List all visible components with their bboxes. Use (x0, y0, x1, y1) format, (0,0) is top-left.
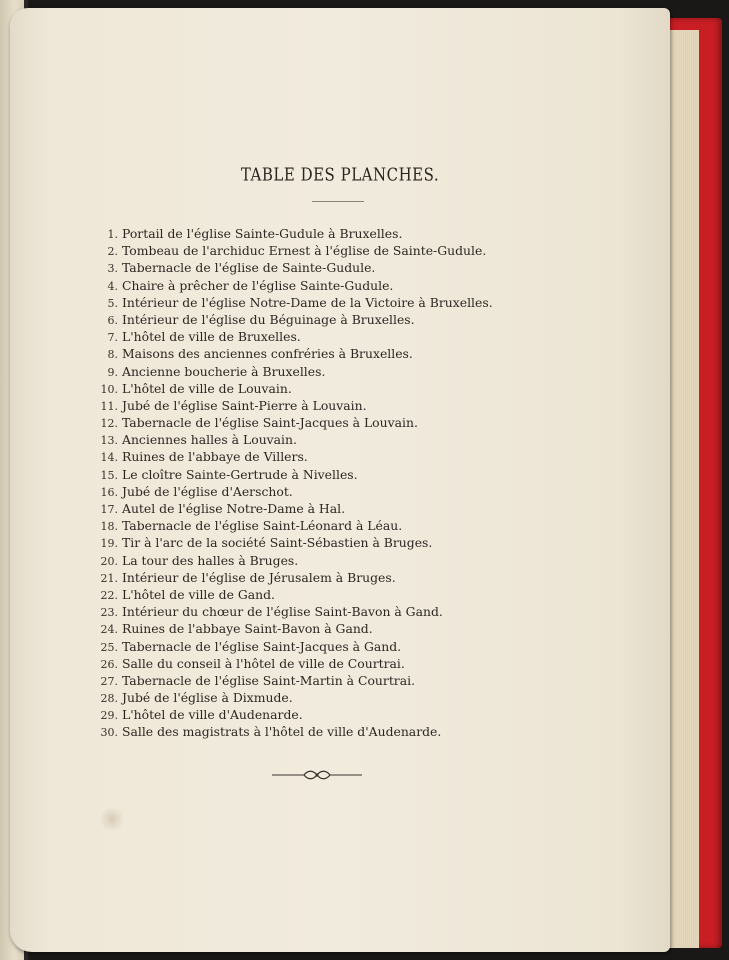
plate-entry (84, 294, 493, 311)
plate-title: Tombeau de l'archiduc Ernest à l'église de Sainte-Gudule. (122, 243, 487, 259)
plate-entry (84, 483, 493, 500)
plate-title: Maisons des anciennes confréries à Bruxelles. (122, 346, 413, 362)
plate-entry (84, 380, 493, 397)
plate-entry (84, 552, 493, 569)
plate-title: L'hôtel de ville d'Audenarde. (122, 707, 303, 723)
plate-title: Tabernacle de l'église Saint-Martin à Courtrai. (122, 672, 416, 688)
plate-entry (84, 345, 493, 362)
plate-number: 15. (100, 468, 118, 482)
plate-number: 22. (100, 588, 118, 602)
plate-number: 27. (100, 674, 118, 688)
plate-entry (84, 672, 493, 689)
plate-title: Tabernacle de l'église de Sainte-Gudule. (122, 260, 376, 276)
plate-entry (84, 723, 493, 740)
plate-entry (84, 397, 493, 414)
plate-title: La tour des halles à Bruges. (122, 552, 299, 568)
plate-number: 14. (100, 451, 118, 465)
plate-list (84, 225, 493, 741)
plate-number: 26. (100, 657, 118, 671)
plate-number: 10. (100, 382, 118, 396)
plate-number: 24. (100, 623, 118, 637)
plate-number: 30. (100, 726, 118, 740)
plate-title: Ruines de l'abbaye Saint-Bavon à Gand. (122, 621, 373, 637)
plate-entry (84, 586, 493, 603)
plate-entry (84, 311, 493, 328)
plate-entry (84, 277, 493, 294)
plate-entry (84, 517, 493, 534)
plate-entry (84, 706, 493, 723)
plate-title: Jubé de l'église Saint-Pierre à Louvain. (122, 397, 367, 413)
plate-number: 5. (107, 296, 118, 310)
plate-number: 13. (100, 434, 118, 448)
plate-title: Salle du conseil à l'hôtel de ville de Courtrai. (122, 655, 405, 671)
plate-number: 23. (100, 606, 118, 620)
plate-entry (84, 242, 493, 259)
plate-entry (84, 689, 493, 706)
plate-title: Ancienne boucherie à Bruxelles. (122, 363, 326, 379)
plate-title: Jubé de l'église à Dixmude. (122, 690, 293, 706)
plate-number: 19. (100, 537, 118, 551)
plate-number: 11. (100, 399, 118, 413)
plate-entry (84, 259, 493, 276)
plate-number: 3. (107, 262, 118, 276)
scroll-ornament-icon (272, 768, 362, 782)
plate-number: 8. (107, 348, 118, 362)
plate-entry (84, 638, 493, 655)
plate-entry (84, 328, 493, 345)
plate-entry (84, 655, 493, 672)
plate-number: 9. (107, 365, 118, 379)
book-page (10, 8, 670, 952)
plate-entry (84, 466, 493, 483)
plate-title: Le cloître Sainte-Gertrude à Nivelles. (122, 466, 358, 482)
plate-title: L'hôtel de ville de Gand. (122, 586, 275, 602)
plate-number: 21. (100, 571, 118, 585)
plate-number: 28. (100, 692, 118, 706)
plate-title: Ruines de l'abbaye de Villers. (122, 449, 308, 465)
plate-title: Portail de l'église Sainte-Gudule à Bruxelles. (122, 226, 403, 241)
plate-title: Intérieur de l'église du Béguinage à Bruxelles. (122, 311, 415, 327)
title-rule (312, 201, 364, 202)
plate-title: Intérieur de l'église Notre-Dame de la Victoire à Bruxelles. (122, 294, 493, 310)
plate-number: 12. (100, 417, 118, 431)
plate-entry (84, 534, 493, 551)
plate-title: Intérieur du chœur de l'église Saint-Bavon à Gand. (122, 604, 443, 620)
plate-number: 20. (100, 554, 118, 568)
plate-entry (84, 431, 493, 448)
plate-entry (84, 569, 493, 586)
plate-title: Autel de l'église Notre-Dame à Hal. (122, 501, 346, 516)
plate-title: Salle des magistrats à l'hôtel de ville d'Audenarde. (122, 724, 442, 740)
plate-title: L'hôtel de ville de Louvain. (122, 380, 292, 396)
page-title: TABLE DES PLANCHES. (240, 164, 440, 186)
plate-entry (84, 225, 493, 242)
paper-stain (98, 808, 126, 830)
plate-entry (84, 500, 493, 517)
plate-number: 1. (107, 228, 118, 241)
plate-number: 18. (100, 520, 118, 534)
plate-entry (84, 363, 493, 380)
plate-number: 25. (100, 640, 118, 654)
plate-title: Intérieur de l'église de Jérusalem à Bruges. (122, 569, 396, 585)
plate-number: 17. (100, 503, 118, 516)
plate-title: Chaire à prêcher de l'église Sainte-Gudule. (122, 277, 394, 293)
plate-number: 6. (107, 313, 118, 327)
plate-entry (84, 603, 493, 620)
plate-number: 16. (100, 485, 118, 499)
plate-title: L'hôtel de ville de Bruxelles. (122, 329, 301, 345)
plate-number: 29. (100, 709, 118, 723)
plate-title: Tabernacle de l'église Saint-Léonard à Léau. (122, 518, 403, 534)
plate-title: Tabernacle de l'église Saint-Jacques à Louvain. (122, 415, 418, 431)
plate-number: 4. (107, 279, 118, 293)
plate-title: Jubé de l'église d'Aerschot. (122, 483, 293, 499)
plate-number: 2. (107, 245, 118, 259)
plate-title: Tir à l'arc de la société Saint-Sébastien à Bruges. (122, 535, 433, 551)
plate-title: Tabernacle de l'église Saint-Jacques à Gand. (122, 638, 402, 654)
plate-entry (84, 448, 493, 465)
plate-entry (84, 414, 493, 431)
plate-title: Anciennes halles à Louvain. (122, 432, 297, 448)
plate-entry (84, 620, 493, 637)
plate-number: 7. (107, 331, 118, 345)
